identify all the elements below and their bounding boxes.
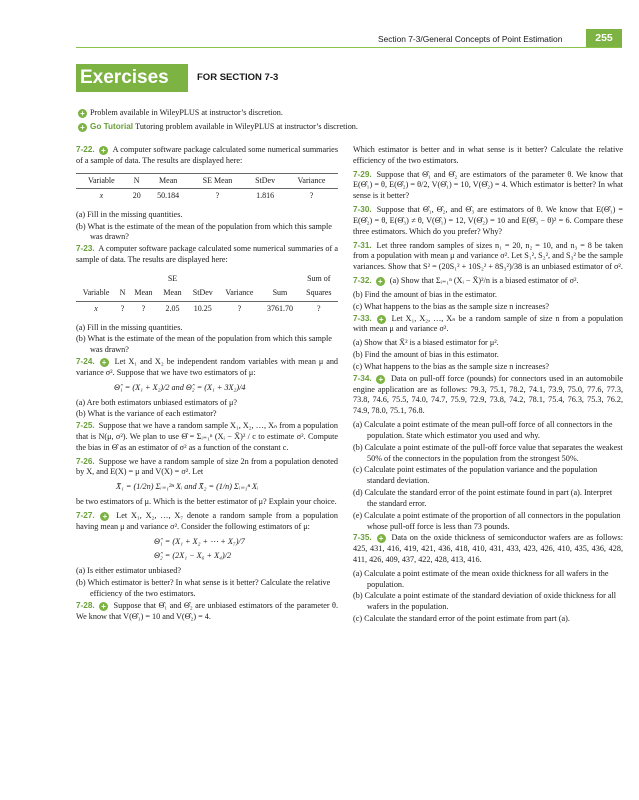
go-tutorial-tag: Go Tutorial (90, 121, 134, 131)
part-b: (b) Calculate a point estimate of the standard deviation of oxide thickness for all wafers in the population. (353, 591, 617, 612)
plus-icon: + (99, 602, 108, 611)
part-c: (c) What happens to the bias as the sample size n increases? (353, 301, 550, 311)
plus-icon: + (377, 315, 386, 324)
formula: Θ̂₂ = (2X₁ − X₆ + X₄)/2 (154, 551, 232, 561)
exercise-text: A computer software package calculated some numerical summaries of a sample of data. The results are displayed here: (76, 145, 339, 165)
col-header: Variable (76, 286, 116, 301)
plus-icon: + (100, 512, 109, 521)
table-cell: ? (309, 191, 314, 201)
col-header (116, 272, 129, 287)
table-cell: ? (317, 303, 321, 313)
exercise-number: 7-27. (76, 510, 95, 520)
col-header: Mean (129, 286, 158, 301)
table-cell: ? (120, 303, 125, 313)
part-b: (b) Calculate a point estimate of the pull-off force value that separates the weakest 50% of the connectors in the population from the strongest 50%. (353, 442, 623, 463)
exercise-number: 7-25. (76, 421, 95, 431)
exercise-number: 7-30. (353, 205, 372, 215)
exercise-text: Let X₁, X₂, …, X₇ denote a random sample from a population having mean μ and variance σ². Consider the following estimators of μ: (76, 510, 338, 531)
page-number: 255 (586, 29, 622, 47)
exercise-text-tail: be two estimators of μ. Which is the better estimator of μ? Explain your choice. (76, 497, 337, 507)
col-header: Sum of (307, 273, 331, 283)
table-cell: 3761.70 (266, 303, 293, 313)
col-header: Mean (147, 173, 190, 189)
exercise-number: 7-33. (353, 313, 372, 323)
col-header: Variance (218, 286, 260, 301)
table-cell: ? (237, 303, 242, 313)
exercise-7-28 (76, 601, 338, 623)
exercise-number: 7-26. (76, 456, 95, 466)
formula: X̄₁ = (1/2n) Σᵢ₌₁²ⁿ Xᵢ and X̄₂ = (1/n) Σᵢ₌₁ⁿ Xᵢ (116, 482, 259, 492)
plus-icon: + (78, 109, 87, 118)
exercise-text: Let X₁, X₂, …, Xₙ be a random sample of size n from a population with mean μ and variance σ². (353, 313, 624, 334)
part-b: (b) Find the amount of bias in this estimator. (353, 350, 499, 360)
part-a: (a) Is either estimator unbiased? (76, 566, 182, 576)
part-c: (c) What happens to the bias as the sample size n increases? (353, 361, 550, 371)
exercise-text: Suppose that Θ̂₁ and Θ̂₂ are estimators of the parameter θ. We know that E(Θ̂₁) = θ, E(Θ̂₂) = θ/2, V(Θ̂₁) = 10, V(Θ̂₂) = 4. Which estimator is better? In what sense is it better? (353, 169, 623, 201)
plus-icon: + (376, 375, 385, 384)
table-cell: x (99, 191, 104, 201)
legend-tutorial (78, 122, 618, 133)
exercise-number: 7-32. (353, 276, 372, 286)
exercise-text: Suppose we have a random sample of size 2n from a population denoted by X, and E(X) = μ and V(X) = σ². Let (76, 456, 339, 477)
exercise-7-33 (353, 314, 623, 336)
table-cell: 10.25 (193, 303, 212, 313)
exercise-text: Let three random samples of sizes n₁ = 20, n₂ = 10, and n₃ = 8 be taken from a population with mean μ and variance σ². Let S₁², S₂², and S₃² be the sample variances. Show that S² = (20S₁² + 10S₂² + 8S₃²)/38 is an unbiased estimator of σ². (353, 240, 624, 272)
part-b: (b) What is the estimate of the mean of the population from which this sample was drawn? (76, 221, 332, 242)
col-header (218, 272, 260, 287)
plus-icon: + (377, 534, 386, 543)
exercise-7-23 (76, 244, 338, 266)
header-rule (76, 47, 622, 48)
part-c: (c) Calculate point estimates of the population variance and the population standard deviation. (353, 465, 598, 486)
exercise-text: Let X₁ and X₂ be independent random variables with mean μ and variance σ². Suppose that we have two estimators of μ: (76, 357, 339, 377)
section-heading: FOR SECTION 7-3 (197, 71, 279, 83)
exercise-7-26 (76, 457, 338, 479)
part-a: (a) Show that X̄² is a biased estimator for μ². (353, 338, 499, 348)
exercises-band (76, 64, 622, 92)
table-cell: ? (215, 191, 220, 201)
running-title: Section 7-3/General Concepts of Point Estimation (378, 34, 563, 44)
table-row (76, 301, 338, 316)
legend-text-2: Tutoring problem available in WileyPLUS at instructor’s discretion. (135, 121, 358, 131)
part-a: (a) Are both estimators unbiased estimators of μ? (76, 397, 238, 407)
col-header (129, 272, 158, 287)
part-b: (b) Which estimator is better? In what sense is it better? Calculate the relative efficiency of the two estimators. (76, 578, 331, 598)
left-column (76, 145, 338, 625)
exercise-7-31 (353, 241, 623, 273)
exercise-7-30 (353, 205, 623, 237)
summary-table-7-22 (76, 173, 338, 204)
col-header (187, 272, 218, 287)
table-cell: x (94, 303, 98, 313)
col-header: N (127, 173, 147, 189)
plus-icon: + (376, 277, 385, 286)
exercise-number: 7-31. (353, 240, 372, 250)
exercise-number: 7-23. (76, 244, 95, 254)
exercise-text: (a) Show that Σᵢ₌₁ⁿ (Xᵢ − X̄)²/n is a biased estimator of σ². (389, 276, 579, 286)
table-cell: 20 (132, 191, 141, 201)
exercise-number: 7-35. (353, 533, 372, 543)
table-cell: ? (141, 303, 146, 313)
part-a: (a) Fill in the missing quantities. (76, 322, 183, 332)
exercise-7-27 (76, 511, 338, 533)
exercise-7-22 (76, 145, 338, 167)
exercise-7-28-continued: Which estimator is better and in what sense is it better? Calculate the relative efficiency of the two estimators. (353, 145, 623, 165)
formula: Θ̂₁ = (X₁ + X₂ + ⋯ + X₇)/7 (154, 536, 245, 546)
col-header: StDev (187, 286, 218, 301)
exercise-text: A computer software package calculated some numerical summaries of a sample of data. The results are displayed here: (76, 244, 338, 265)
table-row (76, 189, 338, 204)
exercise-text: Data on the oxide thickness of semiconductor wafers are as follows: 425, 431, 416, 419, 421, 436, 418, 410, 431, 433, 423, 426, 410, 435, 436, 428, 411, 426, 409, 437, 422, 428, 413, 416. (353, 533, 624, 564)
exercise-number: 7-24. (76, 357, 95, 367)
col-header: Squares (300, 286, 338, 301)
col-header (260, 272, 299, 287)
exercise-7-29 (353, 170, 623, 202)
page-header (0, 0, 639, 48)
part-a: (a) Calculate a point estimate of the mean oxide thickness for all wafers in the population. (353, 568, 609, 589)
col-header: StDev (245, 173, 285, 189)
table-cell: 2.05 (165, 303, 180, 313)
col-header: Mean (158, 286, 187, 301)
col-header: Sum (260, 286, 299, 301)
legend (78, 108, 618, 136)
plus-icon: + (99, 146, 108, 155)
exercises-heading: Exercises (76, 64, 188, 92)
exercise-7-35 (353, 533, 623, 565)
part-d: (d) Calculate the standard error of the point estimate found in part (a). Interpret the standard error. (353, 488, 613, 508)
summary-table-7-23 (76, 272, 338, 317)
exercise-text: Suppose that we have a random sample X₁, X₂, …, Xₙ from a population that is N(μ, σ²). We plan to use Θ̂ = Σᵢ₌₁ⁿ (Xᵢ − X̄)² / c to estimate σ². Compute the bias in Θ̂ as an estimator of σ² as a function of the constant c. (76, 421, 338, 452)
col-header: Variance (285, 173, 338, 189)
part-b: (b) What is the estimate of the mean of the population from which this sample was drawn? (76, 334, 332, 355)
exercise-number: 7-28. (76, 600, 95, 610)
plus-icon: + (100, 358, 109, 367)
col-header: SE Mean (190, 173, 246, 189)
plus-icon: + (78, 123, 87, 132)
exercise-7-32 (353, 276, 623, 287)
exercise-7-24 (76, 357, 338, 379)
legend-text-1: Problem available in WileyPLUS at instructor’s discretion. (90, 108, 283, 117)
table-cell: 50.184 (157, 191, 180, 201)
part-e: (e) Calculate a point estimate of the proportion of all connectors in the population whose pull-off force is less than 73 pounds. (353, 510, 621, 531)
formula: Θ̂₁ = (X₁ + X₂)/2 and Θ̂₂ = (X₁ + 3X₂)/4 (114, 382, 246, 392)
col-header: Variable (76, 173, 127, 189)
part-b: (b) What is the variance of each estimator? (76, 409, 217, 419)
col-header (76, 272, 116, 287)
part-b: (b) Find the amount of bias in the estimator. (353, 289, 497, 299)
col-header: SE (167, 273, 178, 283)
exercise-number: 7-22. (76, 145, 95, 154)
table-cell: 1.816 (256, 191, 275, 201)
part-a: (a) Fill in the missing quantities. (76, 209, 183, 219)
exercise-text: Data on pull-off force (pounds) for connectors used in an automobile engine application are as follows: 79.3, 75.1, 78.2, 74.1, 73.9, 75.0, 77.6, 77.3, 73.8, 74.6, 75.5, 74.0, 74.7, 75.9, 72.9, 73.8, 74.2, 78.1, 75.4, 76.3, 75.3, 76.2, 74.9, 78.0, 75.1, 76.8. (353, 373, 624, 416)
exercise-text: Suppose that Θ̂₁ and Θ̂₂ are unbiased estimators of the parameter θ. We know that V(Θ̂₁) = 10 and V(Θ̂₂) = 4. (76, 600, 338, 621)
right-column (353, 145, 623, 626)
part-c: (c) Calculate the standard error of the point estimate from part (a). (353, 614, 570, 624)
part-a: (a) Calculate a point estimate of the mean pull-off force of all connectors in the population. State which estimator you used and why. (353, 420, 613, 440)
col-header: N (116, 286, 129, 301)
exercise-7-34 (353, 374, 623, 417)
exercise-number: 7-34. (353, 373, 372, 383)
exercise-number: 7-29. (353, 169, 372, 179)
exercise-7-25 (76, 421, 338, 453)
legend-wileyplus (78, 108, 618, 119)
exercise-text: Suppose that Θ̂₁, Θ̂₂, and Θ̂₃ are estimators of θ. We know that E(Θ̂₁) = E(Θ̂₂) = θ, E(Θ̂₃) ≠ θ, V(Θ̂₁) = 12, V(Θ̂₂) = 10 and E(Θ̂₃ − θ)² = 6. Compare these three estimators. Which do you prefer? Why? (353, 205, 623, 236)
